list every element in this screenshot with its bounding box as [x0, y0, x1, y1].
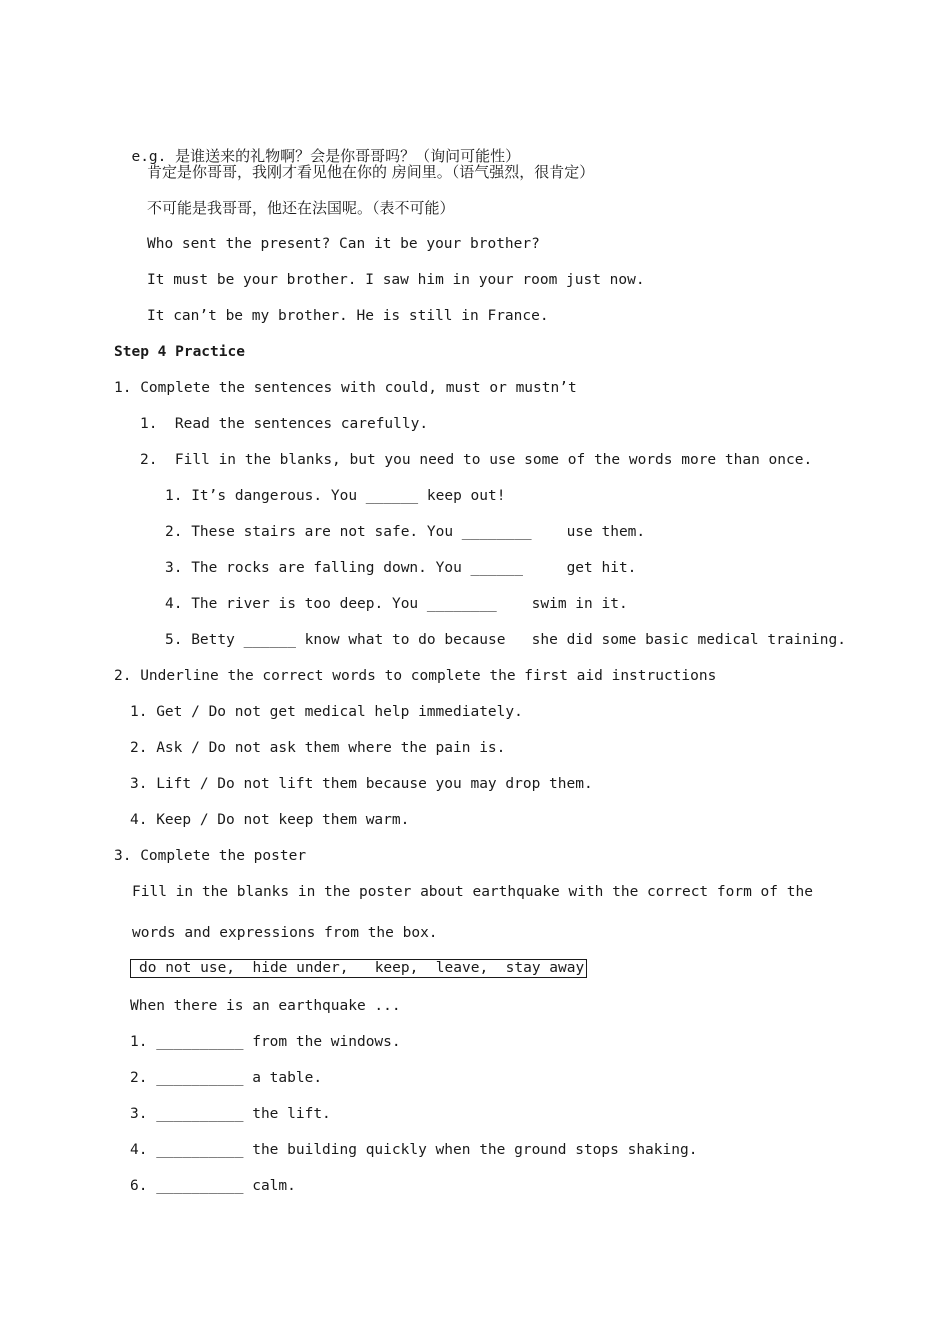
part2-item-1: 1. Get / Do not get medical help immediately.	[130, 704, 523, 720]
part2-item-3: 3. Lift / Do not lift them because you may drop them.	[130, 776, 593, 792]
example-en-3: It can’t be my brother. He is still in France.	[147, 308, 549, 324]
part3-lead: When there is an earthquake ...	[130, 998, 401, 1014]
example-cn-2: 肯定是你哥哥，我刚才看见他在你的 房间里。（语气强烈，很肯定）	[147, 163, 595, 181]
part3-item-4: 4. __________ the building quickly when the ground stops shaking.	[130, 1142, 698, 1158]
step4-heading: Step 4 Practice	[114, 344, 245, 360]
part3-instruction-1: Fill in the blanks in the poster about earthquake with the correct form of the	[132, 884, 813, 900]
part2-item-2: 2. Ask / Do not ask them where the pain is.	[130, 740, 506, 756]
part3-instruction-2: words and expressions from the box.	[132, 925, 438, 941]
part3-title: 3. Complete the poster	[114, 848, 307, 864]
part1-instruction-2: 2. Fill in the blanks, but you need to use some of the words more than once.	[140, 452, 813, 468]
part3-item-2: 2. __________ a table.	[130, 1070, 323, 1086]
part1-item-5: 5. Betty ______ know what to do because she did some basic medical training.	[165, 632, 846, 648]
part1-item-3: 3. The rocks are falling down. You ______ get hit.	[165, 560, 637, 576]
word-box: do not use, hide under, keep, leave, stay away	[130, 959, 587, 978]
part1-item-4: 4. The river is too deep. You ________ swim in it.	[165, 596, 628, 612]
part3-item-1: 1. __________ from the windows.	[130, 1034, 401, 1050]
part3-item-3: 3. __________ the lift.	[130, 1106, 331, 1122]
example-en-1: Who sent the present? Can it be your brother?	[147, 236, 540, 252]
example-prefix: e.g.	[131, 149, 167, 165]
part2-item-4: 4. Keep / Do not keep them warm.	[130, 812, 410, 828]
part1-title: 1. Complete the sentences with could, must or mustn’t	[114, 380, 577, 396]
part3-item-6: 6. __________ calm.	[130, 1178, 296, 1194]
example-line-1	[114, 126, 520, 167]
part1-item-2: 2. These stairs are not safe. You ________ use them.	[165, 524, 646, 540]
example-en-2: It must be your brother. I saw him in your room just now.	[147, 272, 645, 288]
part2-title: 2. Underline the correct words to complete the first aid instructions	[114, 668, 717, 684]
part1-item-1: 1. It’s dangerous. You ______ keep out!	[165, 488, 506, 504]
example-cn-1: 是谁送来的礼物啊？会是你哥哥吗？（询问可能性）	[175, 147, 521, 165]
part1-instruction-1: 1. Read the sentences carefully.	[140, 416, 429, 432]
example-cn-3: 不可能是我哥哥，他还在法国呢。（表不可能）	[147, 199, 455, 217]
